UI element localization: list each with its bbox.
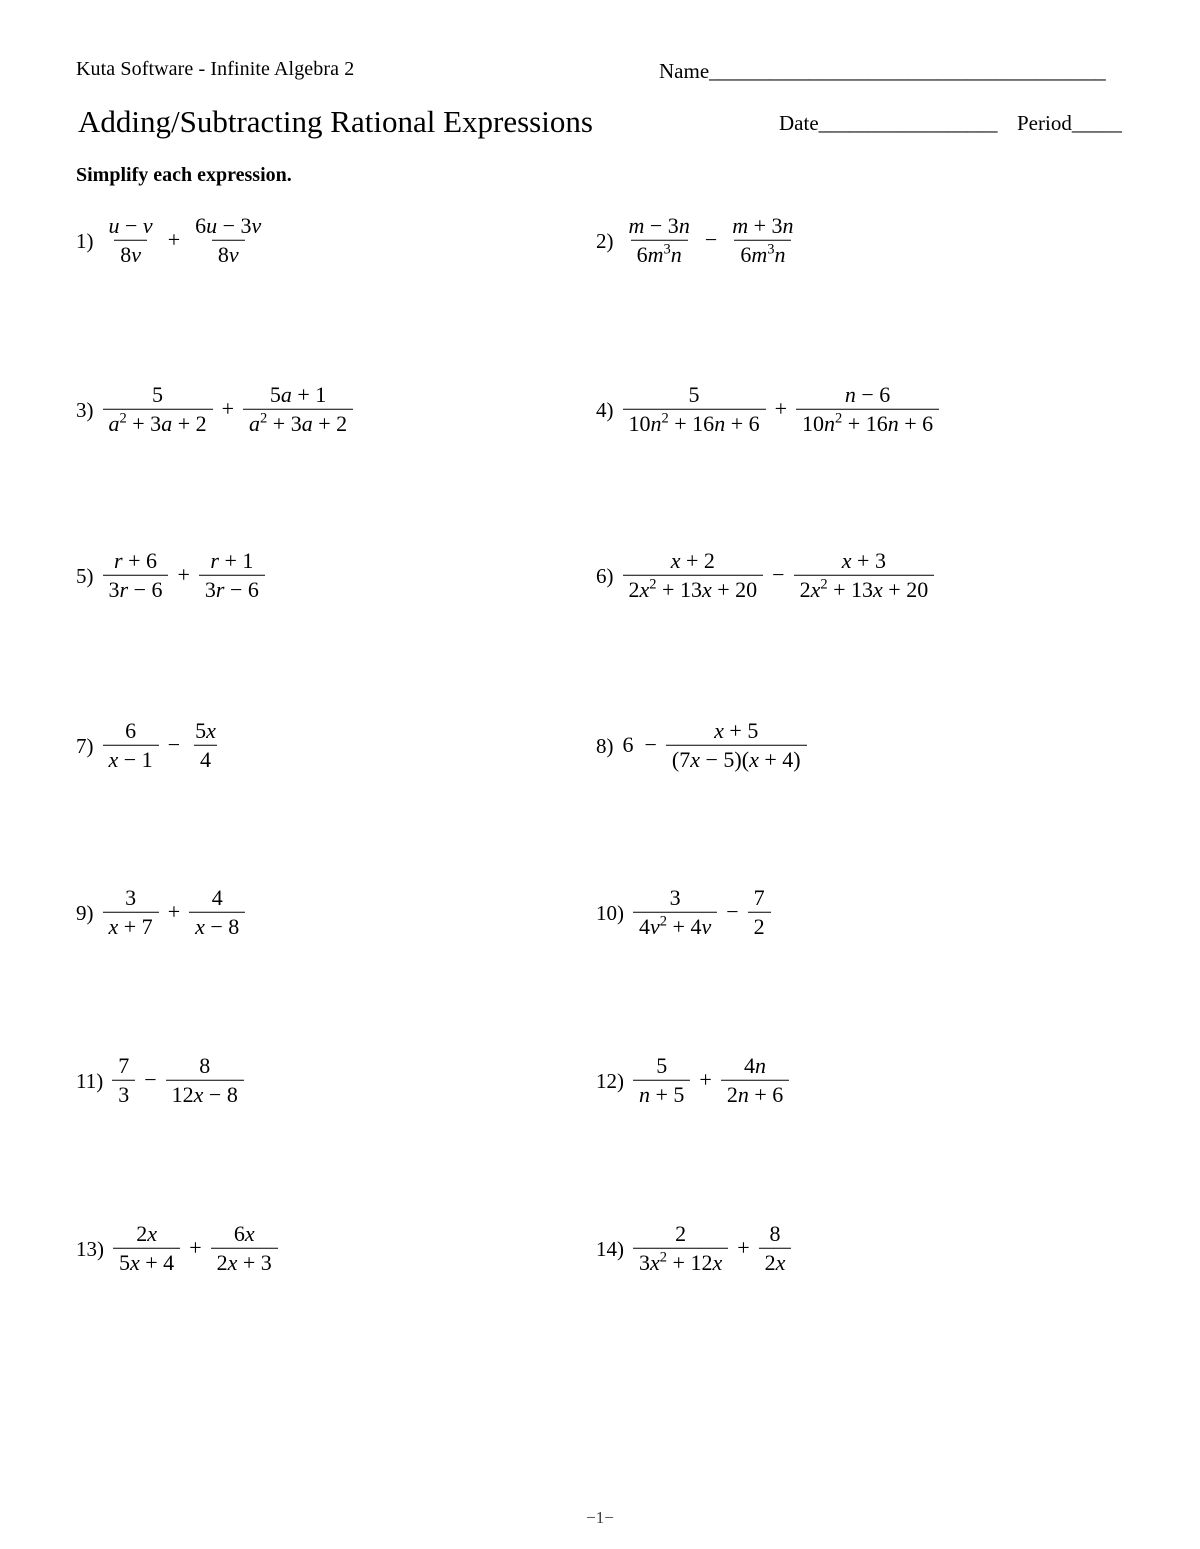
problem-number: 8)	[596, 733, 614, 758]
problem-number: 1)	[76, 228, 94, 253]
expression-operator: +	[167, 227, 181, 252]
fraction-numerator: 8	[199, 1052, 211, 1078]
expression-operator: +	[221, 396, 235, 421]
fraction-numerator: 4	[211, 884, 223, 910]
fraction	[633, 1222, 728, 1275]
fraction	[633, 1054, 690, 1107]
fraction-numerator: x + 3	[841, 547, 886, 573]
problem-item	[76, 549, 265, 602]
period-label: Period	[1017, 111, 1072, 135]
fraction-denominator: 3	[112, 1080, 135, 1107]
fraction-numerator: r + 1	[210, 547, 254, 573]
fraction-numerator: m + 3n	[732, 212, 794, 238]
fraction-denominator: $6m^3n$	[734, 240, 791, 267]
problem-expression	[623, 719, 807, 772]
fraction	[666, 719, 807, 772]
problem-item	[596, 719, 807, 772]
fraction	[623, 383, 766, 436]
fraction-numerator: 4n	[744, 1052, 767, 1078]
fraction	[211, 1222, 278, 1275]
fraction-denominator: 8v	[114, 240, 147, 267]
fraction-denominator: x + 7	[103, 912, 159, 939]
fraction	[103, 214, 159, 267]
problem-number: 14)	[596, 1236, 624, 1261]
problem-number: 12)	[596, 1068, 624, 1093]
fraction-numerator: m − 3n	[628, 212, 690, 238]
fraction-numerator: x + 5	[714, 717, 759, 743]
fraction-denominator: x − 1	[103, 745, 159, 772]
problem-expression	[623, 549, 935, 602]
fraction-denominator: 2n + 6	[721, 1080, 789, 1107]
fraction-numerator: 2	[675, 1220, 687, 1246]
fraction-denominator: 3r − 6	[199, 575, 265, 602]
expression-operator: −	[772, 562, 785, 587]
date-label: Date	[779, 111, 819, 135]
fraction	[113, 1222, 180, 1275]
problem-expression	[103, 383, 354, 436]
expression-operator: −	[144, 1067, 157, 1092]
fraction-denominator: $10n^2 + 16n + 6$	[796, 409, 939, 436]
problem-item	[76, 383, 353, 436]
fraction	[623, 549, 764, 602]
period-blank-rule: _____	[1071, 111, 1122, 135]
problem-number: 3)	[76, 397, 94, 422]
fraction	[103, 719, 159, 772]
name-label: Name	[659, 59, 710, 83]
expression-operator: +	[167, 899, 181, 924]
problem-item	[596, 1054, 789, 1107]
problem-number: 5)	[76, 563, 94, 588]
fraction-denominator: 5x + 4	[113, 1248, 180, 1275]
fraction-numerator: 6	[125, 717, 137, 743]
fraction-numerator: 6x	[233, 1220, 255, 1246]
expression-leading-term: 6	[622, 732, 634, 757]
fraction-numerator: 8	[769, 1220, 781, 1246]
fraction-denominator: $a^2 + 3a + 2$	[243, 409, 353, 436]
fraction-numerator: 6u − 3v	[195, 212, 262, 238]
fraction	[759, 1222, 792, 1275]
software-brand-line: Kuta Software - Infinite Algebra 2	[76, 58, 355, 80]
fraction-numerator: r + 6	[114, 547, 157, 573]
fraction-numerator: 5	[688, 381, 700, 407]
page-footer: −1−	[586, 1508, 614, 1527]
fraction-numerator: 2x	[136, 1220, 157, 1246]
problem-number: 10)	[596, 900, 624, 925]
fraction	[796, 383, 939, 436]
directions-text: Simplify each expression.	[76, 164, 292, 186]
fraction-denominator: 3r − 6	[103, 575, 169, 602]
problem-item	[76, 719, 222, 772]
fraction-denominator: $a^2 + 3a + 2$	[103, 409, 213, 436]
fraction-numerator: x + 2	[670, 547, 715, 573]
problem-item	[76, 886, 245, 939]
fraction-denominator: 12x − 8	[166, 1080, 244, 1107]
expression-operator: +	[737, 1235, 750, 1260]
fraction-numerator: 5x	[195, 717, 216, 743]
fraction	[633, 886, 717, 939]
fraction	[112, 1054, 135, 1107]
problem-expression	[103, 549, 265, 602]
fraction-denominator: 2x + 3	[211, 1248, 278, 1275]
problem-expression	[113, 1222, 278, 1275]
problem-number: 13)	[76, 1236, 104, 1261]
problem-item	[596, 1222, 791, 1275]
fraction-denominator: $3x^2 + 12x$	[633, 1248, 728, 1275]
expression-operator: +	[774, 396, 788, 421]
expression-operator: −	[167, 732, 181, 757]
fraction	[166, 1054, 244, 1107]
expression-operator: +	[699, 1067, 712, 1092]
date-field[interactable]	[779, 111, 997, 136]
problem-number: 7)	[76, 733, 94, 758]
problem-item	[76, 1222, 278, 1275]
fraction	[189, 214, 267, 267]
fraction	[103, 549, 169, 602]
problem-item	[76, 1054, 244, 1107]
fraction	[794, 549, 935, 602]
expression-operator: +	[177, 562, 190, 587]
fraction	[726, 214, 799, 267]
problem-item	[596, 214, 800, 267]
fraction	[189, 886, 245, 939]
problem-expression	[112, 1054, 244, 1107]
fraction	[103, 886, 159, 939]
fraction-denominator: x − 8	[189, 912, 245, 939]
expression-operator: −	[644, 732, 657, 757]
problem-expression	[623, 214, 800, 267]
problem-item	[596, 886, 771, 939]
problem-number: 11)	[76, 1068, 104, 1093]
fraction-numerator: n − 6	[844, 381, 891, 407]
fraction-denominator: $10n^2 + 16n + 6$	[623, 409, 766, 436]
fraction-denominator: $4v^2 + 4v$	[633, 912, 717, 939]
fraction-numerator: 5a + 1	[269, 381, 327, 407]
fraction-denominator: 4	[194, 745, 217, 772]
period-field[interactable]	[1017, 111, 1121, 136]
problem-number: 4)	[596, 397, 614, 422]
date-blank-rule: __________________	[818, 111, 997, 135]
problem-expression	[623, 383, 940, 436]
name-field[interactable]	[659, 59, 1105, 84]
expression-operator: +	[189, 1235, 202, 1260]
fraction-denominator: 8v	[212, 240, 245, 267]
problem-item	[596, 549, 934, 602]
fraction	[199, 549, 265, 602]
fraction	[721, 1054, 789, 1107]
fraction	[243, 383, 353, 436]
problem-expression	[103, 214, 268, 267]
fraction-denominator: $6m^3n$	[631, 240, 688, 267]
fraction	[189, 719, 222, 772]
fraction-numerator: 3	[125, 884, 137, 910]
name-blank-rule: ________________________________________	[709, 59, 1106, 83]
fraction-numerator: 5	[152, 381, 164, 407]
fraction-denominator: 2	[748, 912, 771, 939]
problem-expression	[633, 886, 771, 939]
problem-number: 2)	[596, 228, 614, 253]
fraction-denominator: $2x^2 + 13x + 20$	[623, 575, 764, 602]
problem-expression	[633, 1222, 791, 1275]
problem-expression	[633, 1054, 789, 1107]
problem-item	[596, 383, 939, 436]
fraction	[748, 886, 771, 939]
fraction-denominator: $2x^2 + 13x + 20$	[794, 575, 935, 602]
fraction-numerator: u − v	[108, 212, 153, 238]
problem-expression	[103, 719, 222, 772]
fraction-denominator: (7x − 5)(x + 4)	[666, 745, 807, 772]
fraction-denominator: 2x	[759, 1248, 792, 1275]
fraction-numerator: 7	[118, 1052, 130, 1078]
fraction-denominator: n + 5	[633, 1080, 690, 1107]
fraction-numerator: 5	[656, 1052, 668, 1078]
expression-operator: −	[726, 899, 739, 924]
problem-expression	[103, 886, 246, 939]
fraction	[623, 214, 696, 267]
fraction	[103, 383, 213, 436]
expression-operator: −	[704, 227, 718, 252]
fraction-numerator: 7	[753, 884, 765, 910]
fraction-numerator: 3	[669, 884, 681, 910]
page-title: Adding/Subtracting Rational Expressions	[78, 104, 593, 139]
problem-number: 6)	[596, 563, 614, 588]
problem-item	[76, 214, 267, 267]
problem-number: 9)	[76, 900, 94, 925]
